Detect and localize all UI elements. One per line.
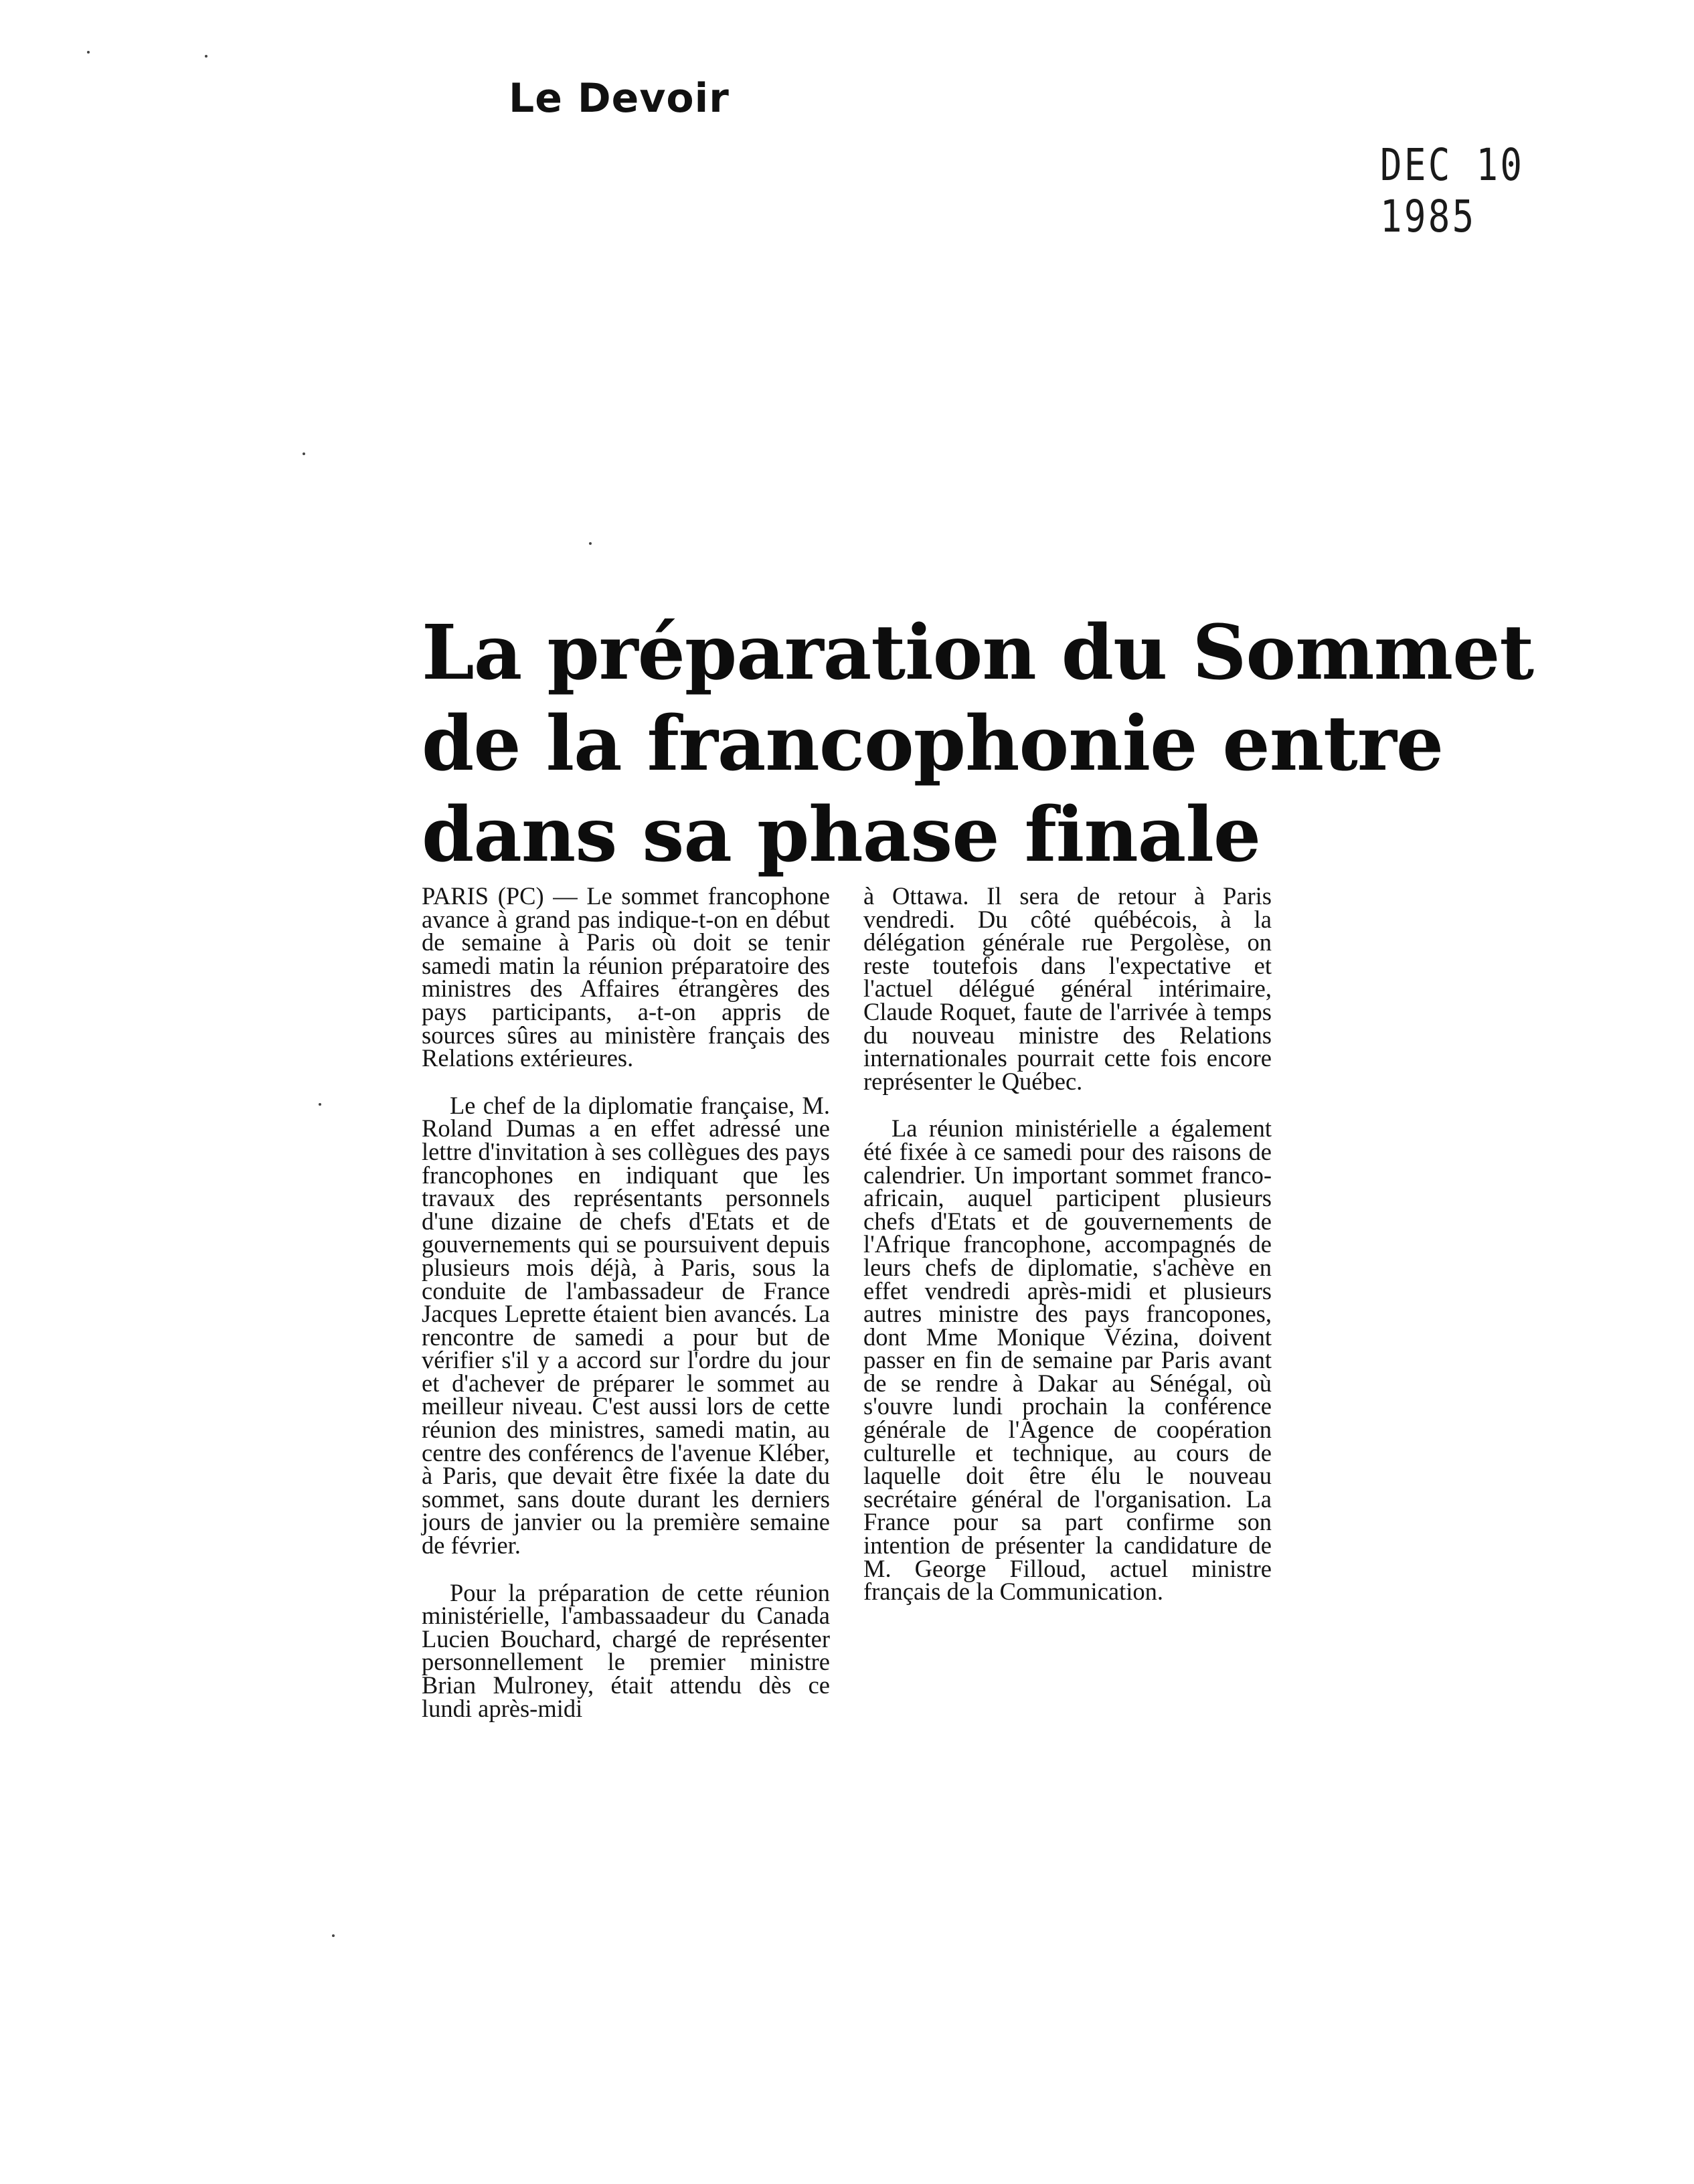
scan-speck [205,55,207,58]
article-column-right [863,882,1272,1606]
headline-line: de la francophonie entre [422,700,1444,788]
scan-speck [589,542,592,545]
article-headline [422,608,1534,881]
article-paragraph: La réunion ministérielle a également été fixée à ce samedi pour des raisons de calendrier. Un important sommet franco-africain, auquel participent plusieurs chefs d'Etats et de gouvernements de l'Afrique francophone, accompagnés de leurs chefs de diplomatie, s'achève en effet vendredi après-midi et plusieurs autres ministre des pays francopones, dont Mme Monique Vézina, doivent passer en fin de semaine par Paris avant de se rendre à Dakar au Sénégal, où s'ouvre lundi prochain la conférence générale de l'Agence de coopération culturelle et technique, au cours de laquelle doit être élu le nouveau secrétaire général de l'organisation. La France pour sa part confirme son intention de présenter la candidature de M. George Filloud, actuel ministre français de la Communication. [863,1114,1272,1606]
article-paragraph: à Ottawa. Il sera de retour à Paris vendredi. Du côté québécois, à la délégation générale rue Pergolèse, on reste toutefois dans l'expectative et l'actuel délégué général intérimaire, Claude Roquet, faute de l'arrivée à temps du nouveau ministre des Relations internationales pourrait cette fois encore représenter le Québec. [863,882,1272,1095]
scan-speck [87,51,90,54]
headline-line: La préparation du Sommet [422,609,1534,697]
scan-speck [303,452,305,455]
scan-speck [332,1934,335,1937]
article-paragraph: Pour la préparation de cette réunion ministérielle, l'ambassaadeur du Canada Lucien Bouchard, chargé de représenter personnellement le premier ministre Brian Mulroney, était attendu dès ce lundi après-midi [422,1578,830,1722]
headline-line: dans sa phase finale [422,791,1261,879]
article-column-left [422,882,830,1722]
article-paragraph: Le chef de la diplomatie française, M. Roland Dumas a en effet adressé une lettre d'invitation à ses collègues des pays francophones en indiquant que les travaux des représentants personnels d'une dizaine de chefs d'Etats et de gouvernements qui se poursuivent depuis plusieurs mois déjà, à Paris, sous la conduite de l'ambassadeur de France Jacques Leprette étaient bien avancés. La rencontre de samedi a pour but de vérifier s'il y a accord sur l'ordre du jour et d'achever de préparer le sommet au meilleur niveau. C'est aussi lors de cette réunion des ministres, samedi matin, au centre des conférencs de l'avenue Kléber, à Paris, que devait être fixée la date du sommet, sans doute durant les derniers jours de janvier ou la première semaine de février. [422,1091,830,1560]
scan-speck [319,1103,321,1106]
publication-name: Le Devoir [509,75,730,122]
article-paragraph: PARIS (PC) — Le sommet francophone avance à grand pas indique-t-on en début de semaine à Paris où doit se tenir samedi matin la réunion préparatoire des ministres des Affaires étrangères des pays participants, a-t-on appris de sources sûres au ministère français des Relations extérieures. [422,882,830,1072]
date-stamp: DEC 10 1985 [1380,139,1525,242]
